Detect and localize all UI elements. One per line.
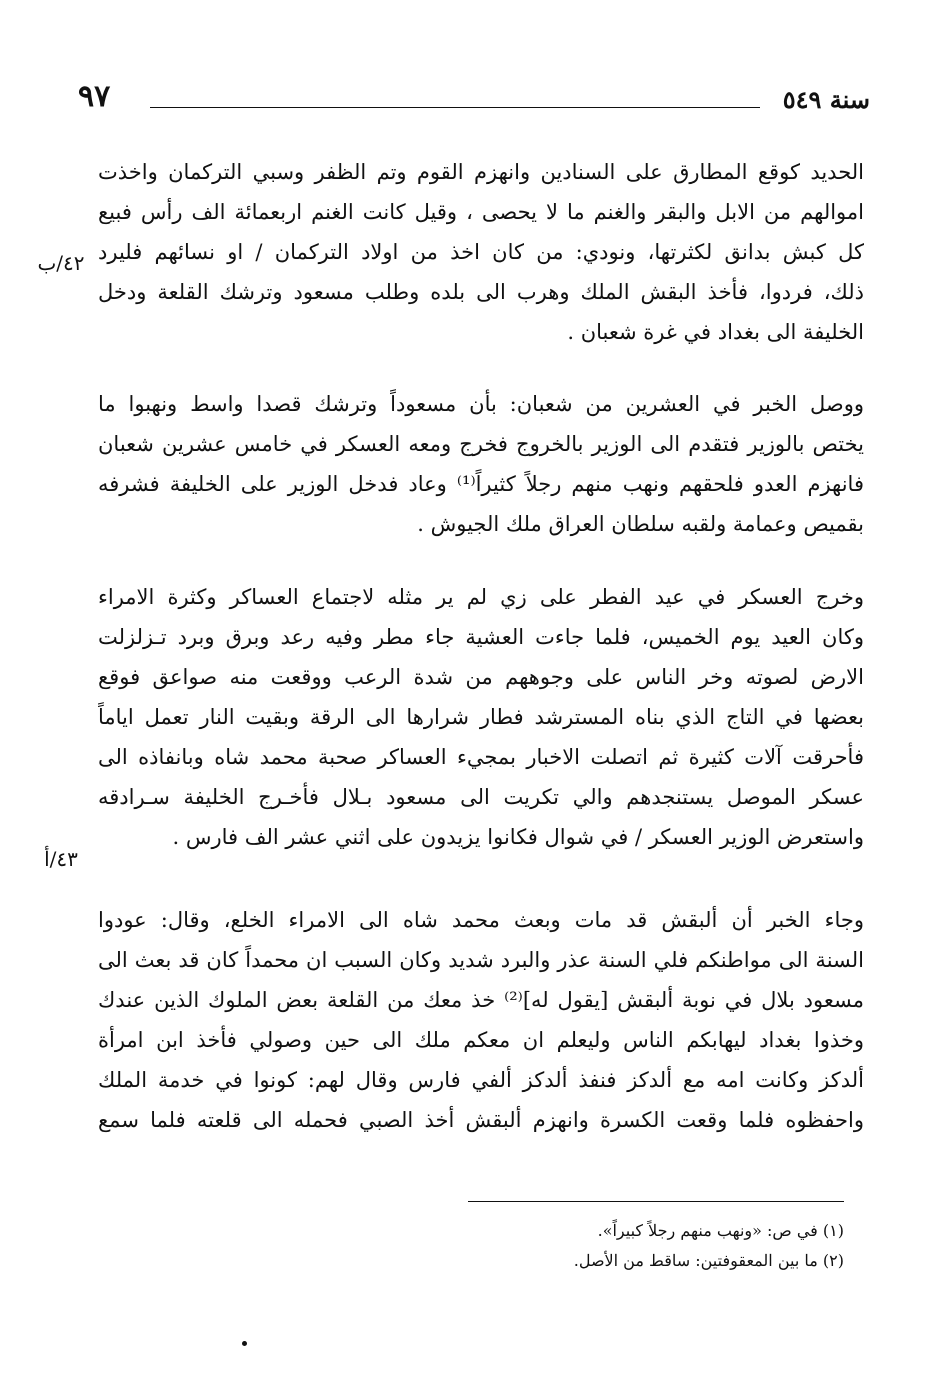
text-line: السنة الى مواطنكم فلي السنة عذر والبرد شديد وكان السبب ان محمداً كان قد بعث الى xyxy=(98,948,864,972)
paragraph-2 xyxy=(98,384,864,544)
text-line: عسكر الموصل يستنجدهم والي تكريت الى مسعود بـلال فأخـرج الخليفة سـرادقه xyxy=(98,785,864,809)
text-line: بقميص وعمامة ولقبه سلطان العراق ملك الجيوش . xyxy=(417,512,864,536)
text-line: ذلك، فردوا، فأخذ البقش الملك وهرب الى بلده وطلب مسعود وترشك القلعة ودخل xyxy=(98,280,864,304)
text-line: بعضها في التاج الذي بناه المسترشد فطار شرارها الى الرقة وبقيت النار تعمل اياماً xyxy=(98,705,864,729)
text-line: الارض لصوته وخر الناس على وجوههم من شدة الرعب ووقعت منه صواعق فوقع xyxy=(98,665,864,689)
text-line: وجاء الخبر أن ألبقش قد مات وبعث محمد شاه الى الامراء الخلع، وقال: عودوا xyxy=(98,908,864,932)
paragraph-1 xyxy=(98,152,864,352)
text-line: وخرج العسكر في عيد الفطر على زي لم ير مثله لاجتماع العساكر وكثرة الامراء xyxy=(98,585,864,609)
header-rule xyxy=(150,107,760,108)
text-line: ألدكز وكانت امه مع ألدكز فنفذ ألدكز ألفي فارس وقال لهم: كونوا في خدمة الملك xyxy=(98,1068,864,1092)
footnote-separator xyxy=(468,1201,844,1202)
footnotes xyxy=(300,1216,844,1276)
text-line: فانهزم العدو فلحقهم ونهب منهم رجلاً كثيراً⁽¹⁾ وعاد فدخل الوزير على الخليفة فشرفه xyxy=(98,472,864,496)
page-header xyxy=(60,79,870,131)
page-number: ٩٧ xyxy=(78,79,111,114)
print-mark-dot xyxy=(242,1341,247,1346)
text-line: وخذوا بغداد ليهابكم الناس وليعلم ان معكم ملك الى حين وصولي فأخذ ابن امرأة xyxy=(98,1028,864,1052)
text-line: فأحرقت آلات كثيرة ثم اتصلت الاخبار بمجيء العساكر صحبة محمد شاه وبانفاذه الى xyxy=(98,745,864,769)
text-line: الحديد كوقع المطارق على السنادين وانهزم القوم وتم الظفر وسبي التركمان واخذت xyxy=(98,160,864,184)
paragraph-4 xyxy=(98,900,864,1140)
text-line: يختص بالوزير فتقدم الى الوزير بالخروج فخرج ومعه العسكر في خامس عشرين شعبان xyxy=(98,432,864,456)
footnote-1: (١) في ص: «ونهب منهم رجلاً كبيراً». xyxy=(597,1221,844,1240)
footnote-2: (٢) ما بين المعقوفتين: ساقط من الأصل. xyxy=(573,1251,844,1270)
margin-folio-note: ٤٢/ب xyxy=(37,251,85,275)
margin-folio-note: ٤٣/أ xyxy=(44,847,78,871)
paragraph-3 xyxy=(98,577,864,857)
text-line: وكان العيد يوم الخميس، فلما جاءت العشية جاء مطر وفيه رعد وبرق وبرد تـزلزلت xyxy=(98,625,864,649)
text-line: الخليفة الى بغداد في غرة شعبان . xyxy=(567,320,864,344)
text-line: واستعرض الوزير العسكر / في شوال فكانوا يزيدون على اثني عشر الف فارس . xyxy=(172,825,864,849)
text-line: مسعود بلال في نوبة ألبقش [يقول له]⁽²⁾ خذ معك من القلعة بعض الملوك الذين عندك xyxy=(98,988,864,1012)
text-line: ووصل الخبر في العشرين من شعبان: بأن مسعوداً وترشك قصدا واسط ونهبوا ما xyxy=(98,392,864,416)
text-line: اموالهم من الابل والبقر والغنم ما لا يحصى ، وقيل كانت الغنم اربعمائة الف رأس فبيع xyxy=(98,200,864,224)
text-line: واحفظوه فلما وقعت الكسرة وانهزم ألبقش أخذ الصبي فحمله الى قلعته فلما سمع xyxy=(98,1108,864,1132)
text-line: كل كبش بدانق لكثرتها، ونودي: من كان اخذ من اولاد التركمان / او نسائهم فليرد xyxy=(98,240,864,264)
running-head-year: سنة ٥٤٩ xyxy=(782,85,870,114)
